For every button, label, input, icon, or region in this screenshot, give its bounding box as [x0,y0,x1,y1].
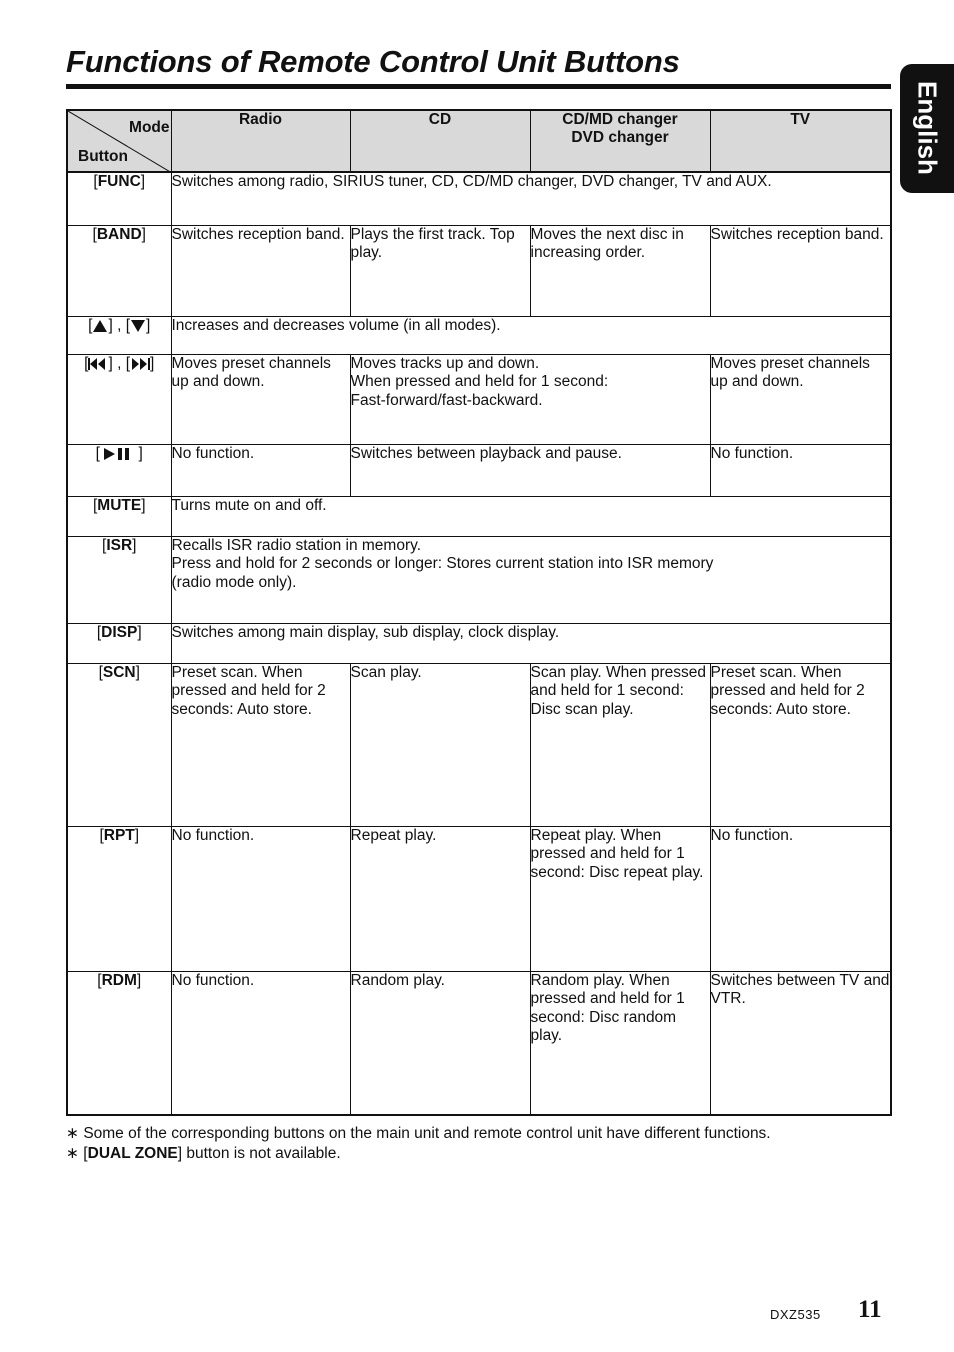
button-rpt-key: RPT [103,826,135,844]
header-changer [530,110,710,172]
button-mute-key: MUTE [97,496,142,514]
button-play-pause: [ ] [67,444,171,496]
footnotes [66,1124,771,1164]
button-isr-key: ISR [106,536,133,554]
button-scn-key: SCN [102,663,136,681]
isr-line2: Press and hold for 2 seconds or longer: Stores current station into ISR memory [171,555,714,572]
up-triangle-icon [92,319,108,333]
button-func: [FUNC] [67,172,171,225]
skip-back-icon [88,357,108,371]
skip-radio: Moves preset channels up and down. [171,354,350,444]
scn-radio: Preset scan. When pressed and held for 2 seconds: Auto store. [171,663,350,826]
func-description: Switches among radio, SIRIUS tuner, CD, CD/MD changer, DVD changer, TV and AUX. [171,172,891,225]
rpt-changer: Repeat play. When pressed and held for 1 second: Disc repeat play. [530,826,710,971]
skip-cd-changer [350,354,710,444]
row-scn [67,663,891,826]
footnote-2-text: button is not available. [182,1145,341,1162]
band-changer: Moves the next disc in increasing order. [530,225,710,316]
button-band-key: BAND [96,225,142,243]
button-rpt: [RPT] [67,826,171,971]
rpt-cd: Repeat play. [350,826,530,971]
row-play-pause [67,444,891,496]
mode-button-corner-cell [67,110,171,172]
row-isr [67,536,891,623]
header-cd: CD [350,110,530,172]
volume-description: Increases and decreases volume (in all modes). [171,316,891,354]
rpt-radio: No function. [171,826,350,971]
button-disp: [DISP] [67,623,171,663]
row-rpt [67,826,891,971]
footnote-1 [66,1124,771,1144]
play-pause-tv: No function. [710,444,891,496]
rdm-tv: Switches between TV and VTR. [710,971,891,1115]
footnote-bullet-1: ∗ [66,1125,79,1142]
button-rdm-key: RDM [101,971,137,989]
language-tab-label: English [912,81,943,175]
page-number: 11 [858,1296,882,1323]
row-disp [67,623,891,663]
header-radio: Radio [171,110,350,172]
title-underline [66,84,891,89]
button-func-key: FUNC [97,173,141,190]
rdm-cd: Random play. [350,971,530,1115]
header-tv: TV [710,110,891,172]
header-changer-line2: DVD changer [571,129,669,146]
rdm-changer: Random play. When pressed and held for 1 second: Disc random play. [530,971,710,1115]
skip-cd-changer-line1: Moves tracks up and down. [350,354,540,372]
row-func [67,172,891,225]
button-mute: [MUTE] [67,496,171,536]
rdm-radio: No function. [171,971,350,1115]
row-rdm [67,971,891,1115]
isr-description [171,536,891,623]
scn-cd: Scan play. [350,663,530,826]
play-pause-cd-changer: Switches between playback and pause. [350,444,710,496]
button-skip: [ ] , [ ] [67,354,171,444]
skip-cd-changer-line2: When pressed and held for 1 second: [350,373,609,390]
model-number: DXZ535 [770,1307,821,1322]
band-cd: Plays the first track. Top play. [350,225,530,316]
play-pause-radio: No function. [171,444,350,496]
button-label: Button [78,147,128,165]
row-skip [67,354,891,444]
dual-zone-key: DUAL ZONE [87,1145,178,1162]
rpt-tv: No function. [710,826,891,971]
footnote-2: ∗ [DUAL ZONE] button is not available. [66,1145,341,1162]
skip-forward-icon [130,357,150,371]
button-functions-table [66,109,892,1116]
disp-description: Switches among main display, sub display, clock display. [171,623,891,663]
play-pause-icon [104,447,134,461]
mode-label: Mode [129,119,170,136]
down-triangle-icon [130,319,146,333]
row-mute [67,496,891,536]
button-volume-up-down: [ ] , [ ] [67,316,171,354]
skip-tv: Moves preset channels up and down. [710,354,891,444]
language-tab [900,64,954,193]
band-tv: Switches reception band. [710,225,891,316]
mute-description: Turns mute on and off. [171,496,891,536]
row-band [67,225,891,316]
header-row [67,110,891,172]
band-radio: Switches reception band. [171,225,350,316]
header-changer-line1: CD/MD changer [562,111,678,128]
skip-cd-changer-line3: Fast-forward/fast-backward. [350,391,543,409]
button-rdm: [RDM] [67,971,171,1115]
page-title: Functions of Remote Control Unit Buttons [66,44,680,79]
row-volume [67,316,891,354]
isr-line1: Recalls ISR radio station in memory. [171,536,422,554]
isr-line3: (radio mode only). [171,573,297,591]
button-disp-key: DISP [101,623,138,641]
scn-changer: Scan play. When pressed and held for 1 second: Disc scan play. [530,663,710,826]
button-band: [BAND] [67,225,171,316]
footnote-1-text: Some of the corresponding buttons on the main unit and remote control unit have different functions. [83,1125,771,1142]
button-isr: [ISR] [67,536,171,623]
button-scn: [SCN] [67,663,171,826]
scn-tv: Preset scan. When pressed and held for 2 seconds: Auto store. [710,663,891,826]
footnote-bullet-2: ∗ [66,1145,79,1162]
